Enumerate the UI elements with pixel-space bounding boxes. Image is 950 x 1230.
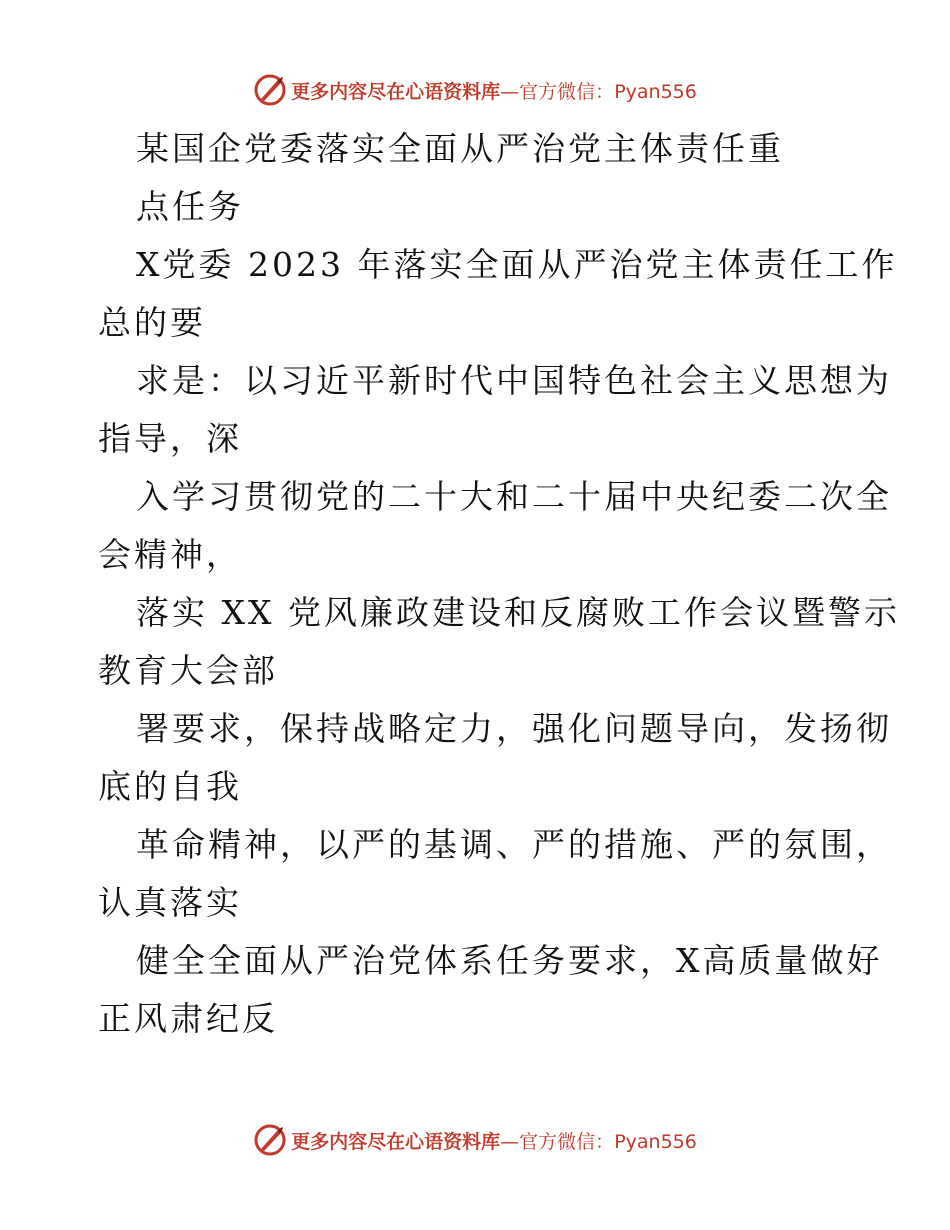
document-line: 署要求，保持战略定力，强化问题导向，发扬彻: [136, 709, 892, 748]
document-line: 教育大会部: [98, 651, 278, 690]
watermark-wechat-label: 官方微信：: [519, 80, 615, 103]
document-line: 指导，深: [98, 419, 242, 458]
quill-pen-icon: [253, 1123, 287, 1157]
document-line: 总的要: [98, 303, 206, 342]
document-line: 点任务: [136, 187, 244, 226]
document-line: 某国企党委落实全面从严治党主体责任重: [136, 129, 784, 168]
watermark-separator: —: [500, 1130, 520, 1153]
watermark-site: 更多内容尽在心语资料库: [291, 1130, 501, 1153]
document-line: 底的自我: [98, 767, 242, 806]
document-line: X党委 2023 年落实全面从严治党主体责任工作: [136, 245, 898, 284]
watermark-text: [291, 1127, 697, 1154]
document-line: 落实 XX 党风廉政建设和反腐败工作会议暨警示: [136, 593, 900, 632]
document-line: 认真落实: [98, 883, 242, 922]
watermark-site: 更多内容尽在心语资料库: [291, 80, 501, 103]
document-line: 求是：以习近平新时代中国特色社会主义思想为: [136, 361, 892, 400]
document-body: [98, 120, 900, 1048]
footer-watermark: [0, 1120, 950, 1160]
header-watermark: [0, 70, 950, 110]
quill-pen-icon: [253, 73, 287, 107]
watermark-separator: —: [500, 80, 520, 103]
document-line: 革命精神，以严的基调、严的措施、严的氛围，: [136, 825, 892, 864]
document-line: 入学习贯彻党的二十大和二十届中央纪委二次全: [136, 477, 892, 516]
watermark-wechat-label: 官方微信：: [519, 1130, 615, 1153]
watermark-text: [291, 77, 697, 104]
watermark-wechat-id: Pyan556: [614, 80, 697, 103]
watermark-wechat-id: Pyan556: [614, 1130, 697, 1153]
document-line: 会精神，: [98, 535, 242, 574]
document-line: 正风肃纪反: [98, 999, 278, 1038]
document-line: 健全全面从严治党体系任务要求，X高质量做好: [136, 941, 883, 980]
